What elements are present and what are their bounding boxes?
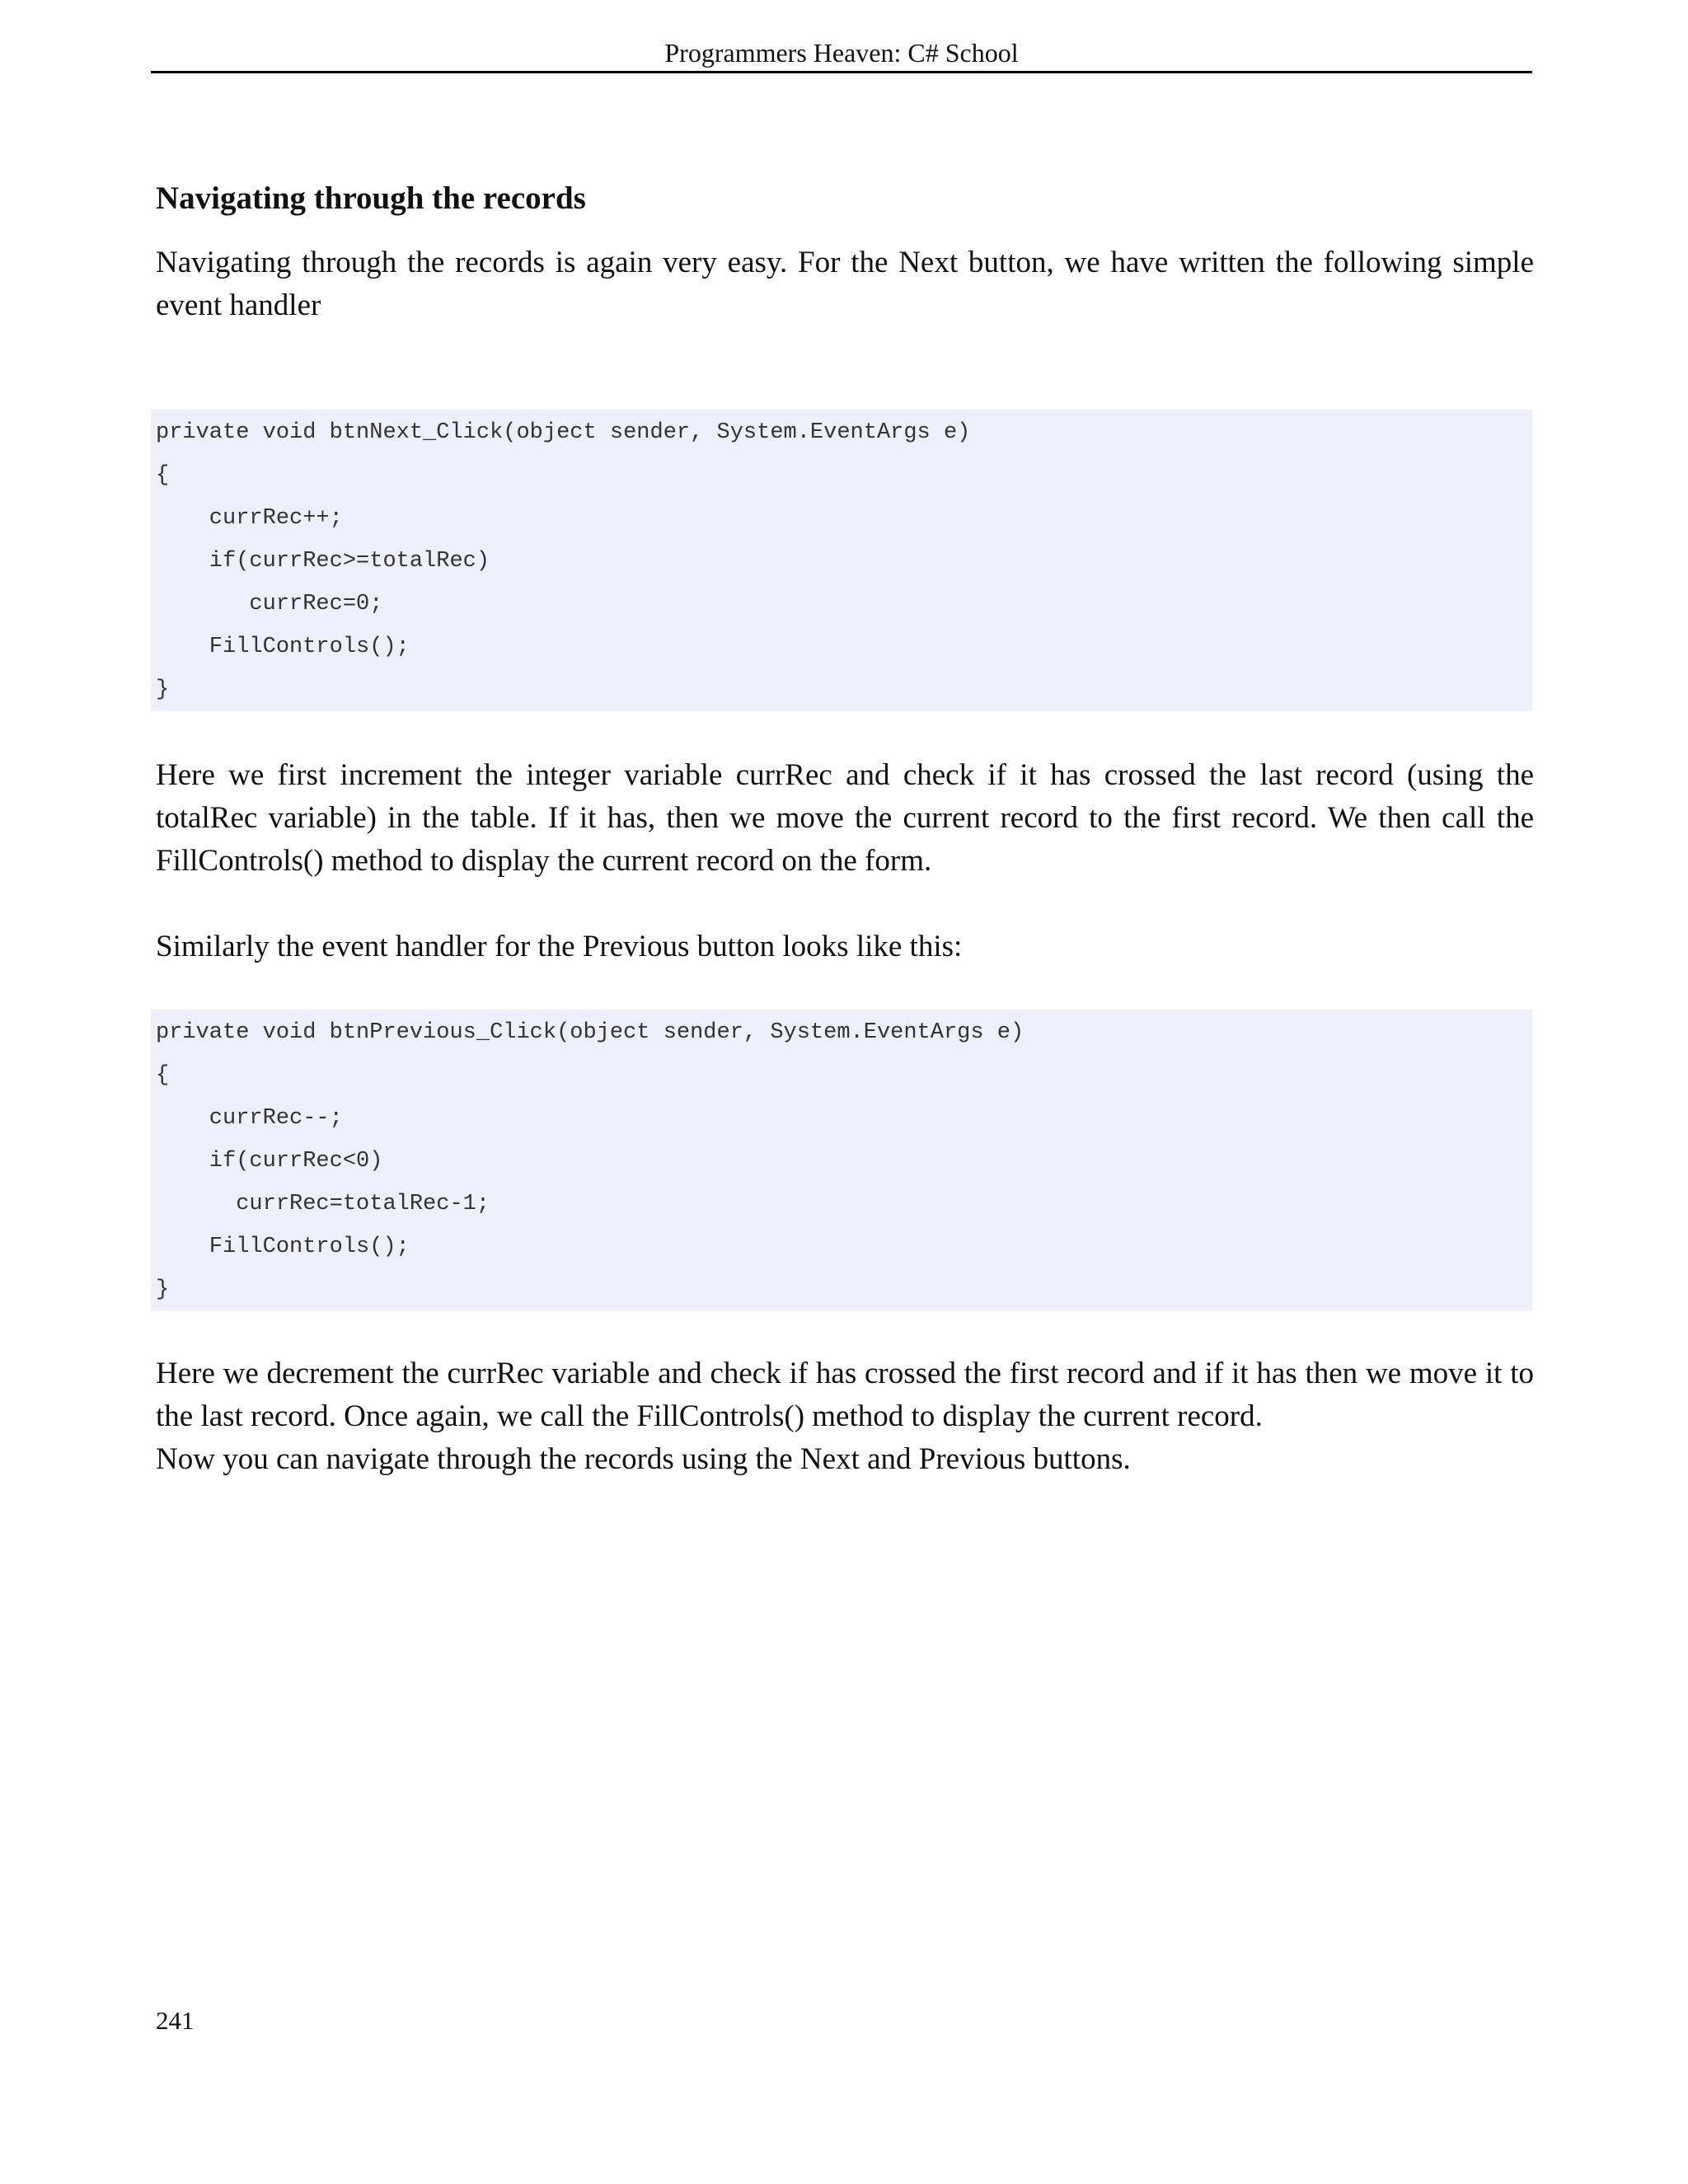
code-line: }	[156, 1277, 170, 1302]
code-line: FillControls();	[156, 635, 410, 659]
code-line: }	[156, 677, 170, 702]
code-line: if(currRec>=totalRec)	[156, 549, 490, 574]
code-line: currRec++;	[156, 506, 343, 531]
closing-paragraph: Now you can navigate through the records using the Next and Previous buttons.	[156, 1442, 1131, 1476]
code-line: {	[156, 1063, 170, 1088]
explanation-previous-paragraph: Here we decrement the currRec variable and check if has crossed the first record and if it has then we move it to the last record. Once again, we call the FillControls() method to display the current record.	[156, 1357, 1534, 1433]
code-line: private void btnPrevious_Click(object sender, System.EventArgs e)	[156, 1020, 1025, 1045]
section-heading: Navigating through the records	[156, 180, 586, 216]
code-line: currRec=0;	[156, 592, 383, 616]
code-line: currRec=totalRec-1;	[156, 1192, 490, 1216]
code-block-previous	[151, 1010, 1532, 1311]
code-line: if(currRec<0)	[156, 1149, 383, 1174]
code-line: {	[156, 463, 170, 488]
page-number: 241	[156, 2006, 195, 2035]
code-line: currRec--;	[156, 1106, 343, 1131]
intro-previous-paragraph: Similarly the event handler for the Previous button looks like this:	[156, 930, 963, 963]
code-line: FillControls();	[156, 1235, 410, 1259]
intro-paragraph: Navigating through the records is again very easy. For the Next button, we have written the following simple event handler	[156, 246, 1534, 322]
explanation-next-paragraph: Here we first increment the integer variable currRec and check if it has crossed the last record (using the totalRec variable) in the table. If it has, then we move the current record to the first record. We then call the FillControls() method to display the current record on the form.	[156, 758, 1534, 878]
code-block-next	[151, 410, 1532, 711]
running-header: Programmers Heaven: C# School	[151, 36, 1532, 73]
code-line: private void btnNext_Click(object sender, System.EventArgs e)	[156, 420, 971, 445]
